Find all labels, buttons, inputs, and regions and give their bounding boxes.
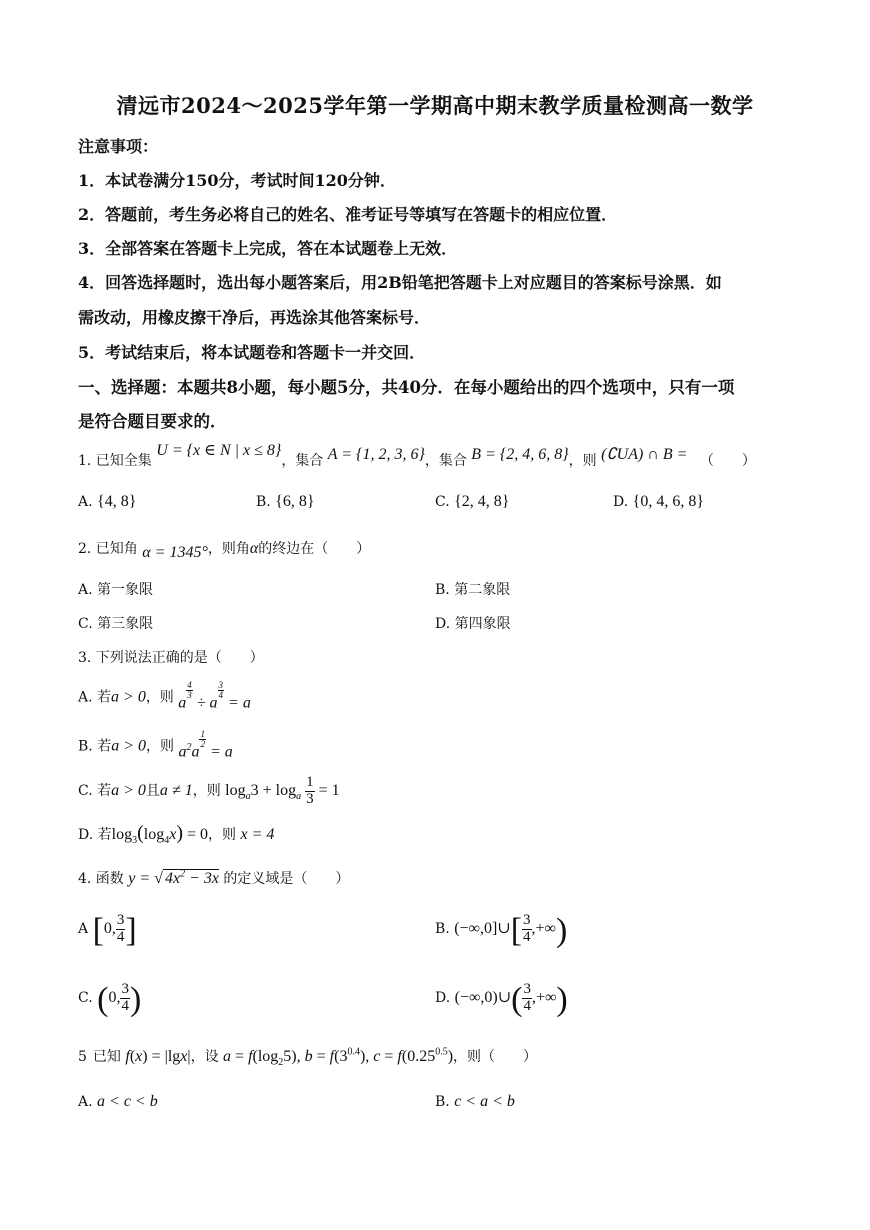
sqrt-function: y = √ $4x^2 - 3x$ xyxy=(128,868,219,887)
q4-option-a: A [0, $\frac{3}{4}$ ] xyxy=(78,912,137,949)
notice-item-4: 4．回答选择题时，选出每小题答案后，用2B铅笔把答题卡上对应题目的答案标号涂黑．如 xyxy=(78,273,722,292)
q3-option-b: B. 若a > 0，则 $a^2a$ $^{\frac{1}{2}}$ = a xyxy=(78,729,233,761)
notice-item-5: 5．考试结束后，将本试题卷和答题卡一并交回． xyxy=(78,343,426,362)
q2-option-a: A. 第一象限 xyxy=(78,582,154,598)
section-heading-line-2: 是符合题目要求的． xyxy=(78,412,227,431)
notice-item-4-cont: 需改动，用橡皮擦干净后，再选涂其他答案标号． xyxy=(78,308,431,327)
q5-option-b: B. c < a < b xyxy=(435,1093,515,1110)
question-2-stem: 2. 已知角 α = 1345°，则角α的终边在（ ） xyxy=(78,540,371,561)
section-heading-line-1: 一、选择题：本题共8小题，每小题5分，共40分．在每小题给出的四个选项中，只有一项 xyxy=(78,378,735,397)
q4-option-d: D. (−∞,0)∪( $\frac{3}{4}$ ,+∞) xyxy=(435,981,568,1018)
notice-item-1: 1．本试卷满分150分，考试时间120分钟． xyxy=(78,171,396,190)
question-4-stem: 4. 函数 y = √ $4x^2 - 3x$ 的定义域是（ ） xyxy=(78,868,350,887)
page-title: 清远市2024～2025学年第一学期高中期末教学质量检测高一数学 xyxy=(116,93,754,118)
q3-option-d: D. 若$\log_3(\log_4x) = 0$，则 x = 4 xyxy=(78,822,275,847)
q2-option-c: C. 第三象限 xyxy=(78,616,154,632)
q1-option-d: D. {0, 4, 6, 8} xyxy=(613,493,704,510)
question-5-stem: 5 已知 f(x) = |lgx|，设 $a = f(\log_25)$, $b = f(3^{0.4})$, $c = f(0.25^{0.5})$，则（ ） xyxy=(78,1046,538,1069)
set-u: U = {x ∈ N | x ≤ 8} xyxy=(156,442,282,459)
q2-option-d: D. 第四象限 xyxy=(435,616,511,632)
q4-option-b: B. (−∞,0]∪[ $\frac{3}{4}$ ,+∞) xyxy=(435,912,568,949)
notice-heading: 注意事项： xyxy=(78,137,159,156)
set-b: B = {2, 4, 6, 8} xyxy=(471,446,569,463)
q1-option-b: B. {6, 8} xyxy=(256,493,315,510)
set-a: A = {1, 2, 3, 6} xyxy=(327,446,425,463)
question-1-stem: 1. 已知全集 U = {x ∈ N | x ≤ 8}，集合 A = {1, 2, 3, 6}，集合 B = {2, 4, 6, 8}，则 (∁UA) ∩ B = （ ） xyxy=(78,442,756,469)
q4-option-c: C. (0, $\frac{3}{4}$ ) xyxy=(78,981,142,1018)
q1-expression: (∁UA) ∩ B = xyxy=(601,446,688,463)
q3-option-a: A. 若a > 0，则 a $^{\frac{4}{3}}$ ÷ a $^{\frac{3}{4}}$ = a xyxy=(78,680,251,712)
question-3-stem: 3. 下列说法正确的是（ ） xyxy=(78,650,264,666)
notice-item-2: 2．答题前，考生务必将自己的姓名、准考证号等填写在答题卡的相应位置． xyxy=(78,205,618,224)
q1-option-c: C. {2, 4, 8} xyxy=(435,493,510,510)
q3-option-c: C. 若a > 0且a ≠ 1，则 $\log_a3 + \log_a$ $\frac{1}{3}$ = 1 xyxy=(78,774,340,807)
q5-option-a: A. a < c < b xyxy=(78,1093,158,1110)
notice-item-3: 3．全部答案在答题卡上完成，答在本试题卷上无效． xyxy=(78,239,458,258)
q2-option-b: B. 第二象限 xyxy=(435,582,511,598)
angle-alpha: α = 1345° xyxy=(142,544,208,561)
q1-option-a: A. {4, 8} xyxy=(78,493,137,510)
